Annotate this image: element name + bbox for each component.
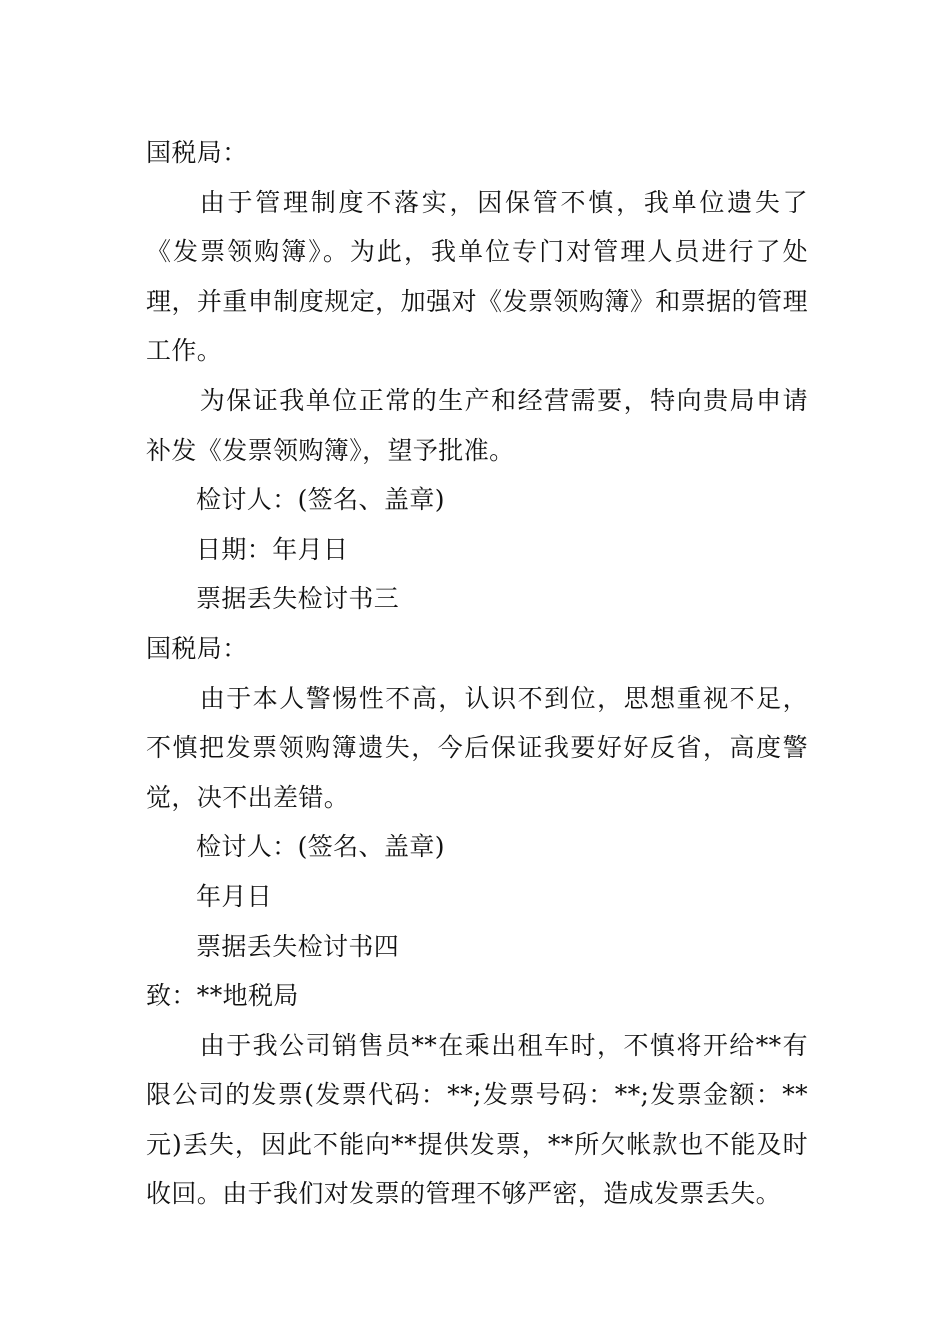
signature-line: 检讨人：(签名、盖章) xyxy=(196,485,445,515)
section-title: 票据丢失检讨书三 xyxy=(196,584,400,614)
section-title: 票据丢失检讨书四 xyxy=(196,931,400,961)
salutation: 国税局： xyxy=(146,138,248,167)
body-paragraph: 由于我公司销售员**在乘出租车时，不慎将开给**有限公司的发票(发票代码：**;发票号码：**;发票金额：**元)丢失，因此不能向**提供发票，**所欠帐款也不能及时收回。由于我们对发票的管理不够严密，造成发票丢失。 xyxy=(146,1030,808,1209)
salutation: 国税局： xyxy=(146,633,248,663)
document-page xyxy=(146,128,808,1219)
date-line: 日期：年月日 xyxy=(196,534,349,564)
date-line: 年月日 xyxy=(196,881,273,911)
salutation: 致：**地税局 xyxy=(146,981,299,1011)
signature-line: 检讨人：(签名、盖章) xyxy=(196,832,445,862)
body-paragraph: 由于本人警惕性不高，认识不到位，思想重视不足，不慎把发票领购簿遗失，今后保证我要好好反省，高度警觉，决不出差错。 xyxy=(146,683,808,812)
body-paragraph: 由于管理制度不落实，因保管不慎，我单位遗失了《发票领购簿》。为此，我单位专门对管理人员进行了处理，并重申制度规定，加强对《发票领购簿》和票据的管理工作。 xyxy=(146,187,808,366)
body-paragraph: 为保证我单位正常的生产和经营需要，特向贵局申请补发《发票领购簿》，望予批准。 xyxy=(146,385,808,465)
